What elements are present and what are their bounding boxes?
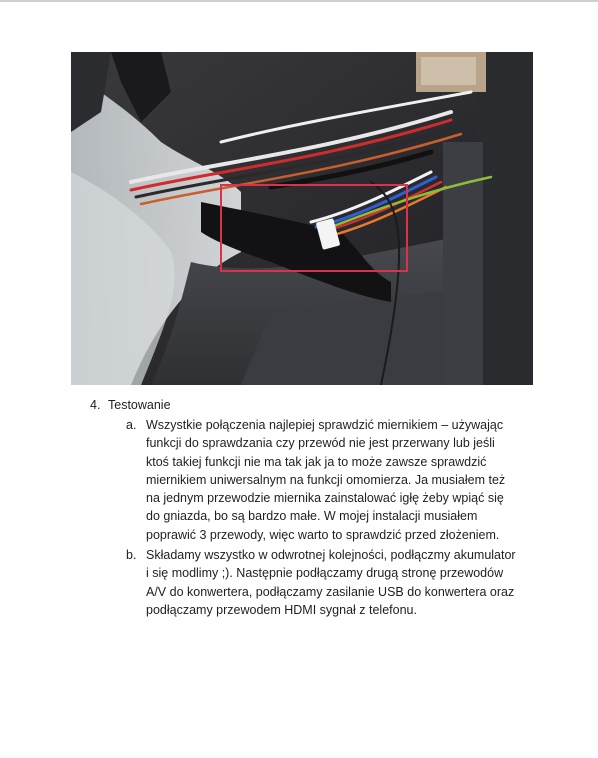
section-items [90,416,540,619]
list-item [126,416,540,544]
text-line: ktoś takiej funkcji nie ma tak jak ja to może zawsze sprawdzić [146,454,487,469]
text-line: i się modlimy ;). Następnie podłączamy drugą stronę przewodów [146,566,504,581]
text-line: Wszystkie połączenia najlepiej sprawdzić miernikiem – używając [146,418,504,432]
text-line: na jednym przewodzie miernika zainstalować igłę żeby wpiąć się [146,491,504,506]
list-item-text [146,546,516,619]
list-marker: b. [126,548,137,563]
text-line: poprawić 3 przewody, więc warto to sprawdzić przed złożeniem. [146,527,500,542]
list-marker: a. [126,418,137,432]
text-line: funkcji do sprawdzania czy przewód nie jest przerwany lub jeśli [146,436,495,451]
text-line: podłączamy przewodem HDMI sygnał z telefonu. [146,602,417,617]
text-line: Składamy wszystko w odwrotnej kolejności, podłączmy akumulator [146,548,516,563]
document-text [90,396,540,619]
text-line: do gniazda, bo są bardzo małe. W mojej instalacji musiałem [146,509,478,524]
section-number: 4. [90,398,101,412]
section-heading [90,396,540,414]
wiring-photo [71,52,533,385]
page-top-border [0,0,598,2]
wiring-photo-drawing [71,52,533,385]
section-title: Testowanie [108,398,171,412]
text-line: miernikiem uniwersalnym na funkcji omomierza. Ja musiałem też [146,472,506,487]
list-item-text [146,416,505,544]
list-item [126,546,540,619]
text-line: A/V do konwertera, podłączamy zasilanie USB do konwertera oraz [146,584,515,599]
